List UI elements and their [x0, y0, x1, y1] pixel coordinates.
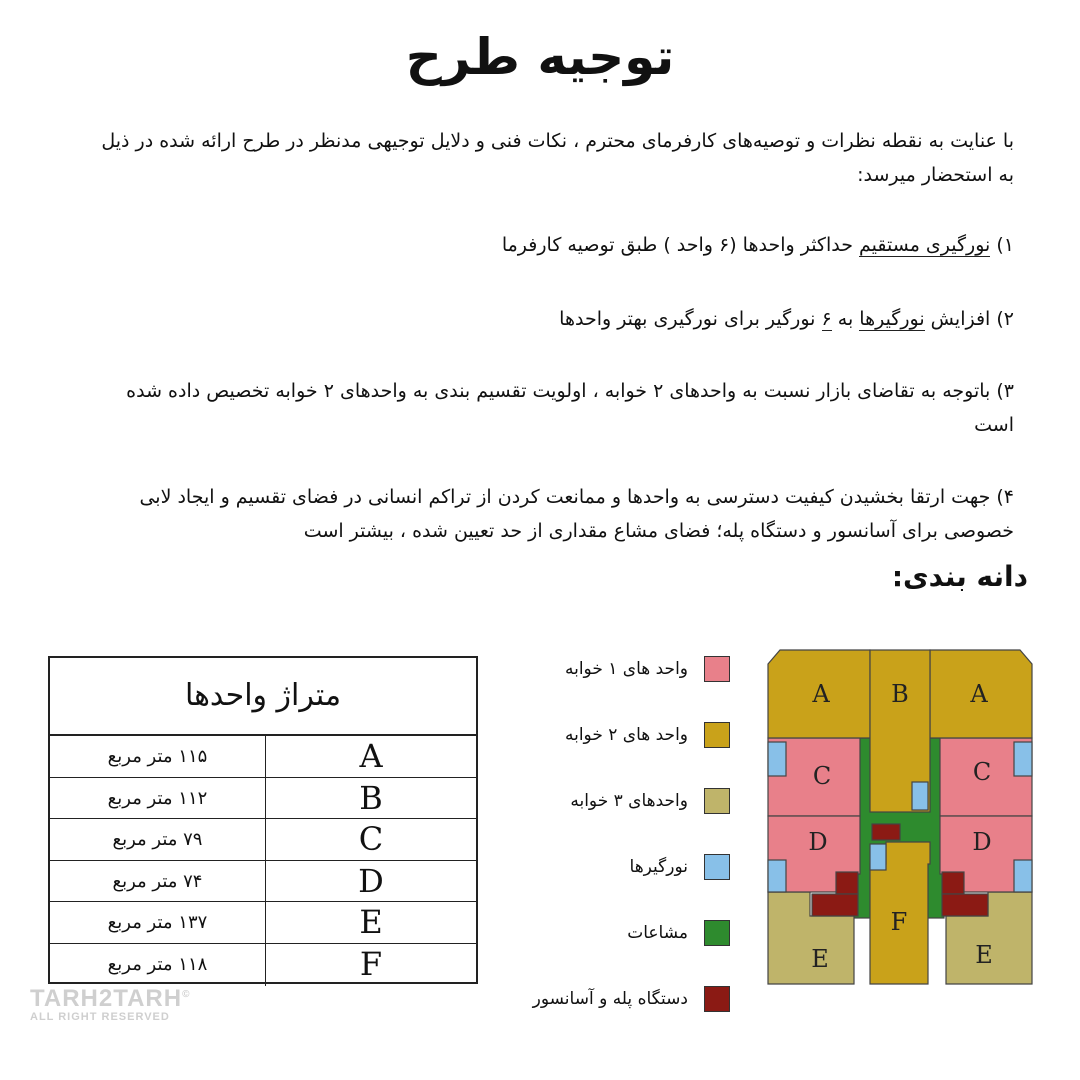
plan-label-c-right: C — [972, 758, 992, 786]
point-1-number: ۱) — [990, 234, 1014, 256]
area-value: ۷۹ متر مربع — [50, 819, 266, 860]
plan-label-c-left: C — [812, 762, 832, 790]
point-3: ۳) باتوجه به تقاضای بازار نسبت به واحدهای ۲ خوابه ، اولویت تقسیم بندی به واحدهای ۲ خوابه تخصیص داده شده است — [126, 380, 1014, 436]
point-4: ۴) جهت ارتقا بخشیدن کیفیت دسترسی به واحدها و ممانعت کردن از تراکم انسانی در فضای تقسیم و ایجاد لابی خصوصی برای آسانسور و دستگاه پله؛ فضای مشاع مقداری از حد تعیین شده ، بیشتر است — [139, 486, 1014, 542]
legend-item-lightwells — [500, 850, 730, 884]
legend-label: دستگاه پله و آسانسور — [532, 989, 688, 1009]
point-1 — [84, 228, 1014, 262]
legend-swatch — [704, 854, 730, 880]
plan-label-f: F — [890, 908, 908, 936]
plan-lightwell-left-top — [768, 742, 786, 776]
area-table — [48, 656, 478, 984]
plan-lightwell-right-top — [1014, 742, 1032, 776]
point-1-text: حداکثر واحدها (۶ واحد ) طبق توصیه کارفرما — [501, 234, 860, 256]
watermark-brand-text: TARH2TARH — [30, 985, 183, 1012]
section-title: دانه بندی: — [891, 560, 1028, 593]
watermark-brand — [30, 985, 190, 1013]
area-table-header: متراژ واحدها — [50, 658, 476, 736]
page-title: توجیه طرح — [405, 28, 675, 86]
legend-label: واحد های ۱ خوابه — [564, 659, 688, 679]
legend-swatch — [704, 788, 730, 814]
point-2-text-b: نورگیر برای نورگیری بهتر واحدها — [559, 308, 822, 330]
floor-plan — [760, 646, 1040, 1018]
table-row — [50, 944, 476, 986]
area-value: ۱۱۲ متر مربع — [50, 778, 266, 819]
unit-name: F — [359, 944, 383, 983]
area-value: ۱۳۷ متر مربع — [50, 902, 266, 943]
table-row — [50, 736, 476, 778]
legend-label: مشاعات — [627, 923, 688, 943]
copyright-mark: © — [182, 989, 191, 1000]
plan-label-a-right: A — [970, 680, 988, 708]
plan-label-e-left: E — [811, 945, 829, 973]
table-row — [50, 861, 476, 903]
unit-name: B — [359, 778, 383, 817]
plan-lightwell-right-bottom — [1014, 860, 1032, 892]
plan-label-a-left: A — [812, 680, 830, 708]
point-1-highlight: نورگیری مستقیم — [859, 234, 991, 256]
unit-name: D — [358, 861, 384, 900]
table-row — [50, 778, 476, 820]
watermark — [30, 985, 190, 1023]
legend-label: واحد های ۲ خوابه — [564, 725, 688, 745]
legend-item-3-bedroom — [500, 784, 730, 818]
legend-swatch — [704, 722, 730, 748]
point-2-number: ۲) افزایش — [924, 308, 1014, 330]
legend-item-2-bedroom — [500, 718, 730, 752]
plan-label-d-right: D — [972, 828, 992, 856]
table-row — [50, 819, 476, 861]
legend-swatch — [704, 986, 730, 1012]
plan-stair-right-a — [942, 872, 964, 894]
unit-name: E — [359, 903, 383, 942]
plan-stair-center — [872, 824, 900, 840]
plan-label-d-left: D — [808, 828, 828, 856]
point-2-count: ۶ — [821, 308, 832, 330]
plan-stair-left-a — [836, 872, 858, 894]
plan-lightwell-center-bottom — [870, 844, 886, 870]
area-value: ۱۱۵ متر مربع — [50, 736, 266, 777]
watermark-subtitle: ALL RIGHT RESERVED — [30, 1011, 170, 1023]
point-2 — [84, 302, 1014, 336]
plan-stair-left-b — [812, 894, 858, 916]
plan-lightwell-center-top — [912, 782, 928, 810]
plan-label-e-right: E — [975, 941, 993, 969]
intro-paragraph: با عنایت به نقطه نظرات و توصیه‌های کارفرمای محترم ، نکات فنی و دلایل توجیهی مدنظر در طرح ارائه شده در ذیل به استحضار میرسد: — [101, 130, 1014, 186]
legend-swatch — [704, 656, 730, 682]
plan-stair-right-b — [942, 894, 988, 916]
plan-label-b: B — [891, 680, 909, 708]
legend-item-1-bedroom — [500, 652, 730, 686]
plan-lightwell-left-bottom — [768, 860, 786, 892]
legend-item-stairs-elevator — [500, 982, 730, 1016]
unit-name: A — [359, 737, 383, 775]
legend-swatch — [704, 920, 730, 946]
area-value: ۱۱۸ متر مربع — [50, 944, 266, 986]
legend-label: نورگیرها — [629, 857, 688, 877]
legend-item-common-areas — [500, 916, 730, 950]
point-2-highlight: نورگیرها — [859, 308, 925, 330]
area-value: ۷۴ متر مربع — [50, 861, 266, 902]
legend-label: واحدهای ۳ خوابه — [570, 791, 688, 811]
table-row — [50, 902, 476, 944]
point-2-text-a: به — [831, 308, 860, 330]
unit-name: C — [358, 820, 384, 859]
